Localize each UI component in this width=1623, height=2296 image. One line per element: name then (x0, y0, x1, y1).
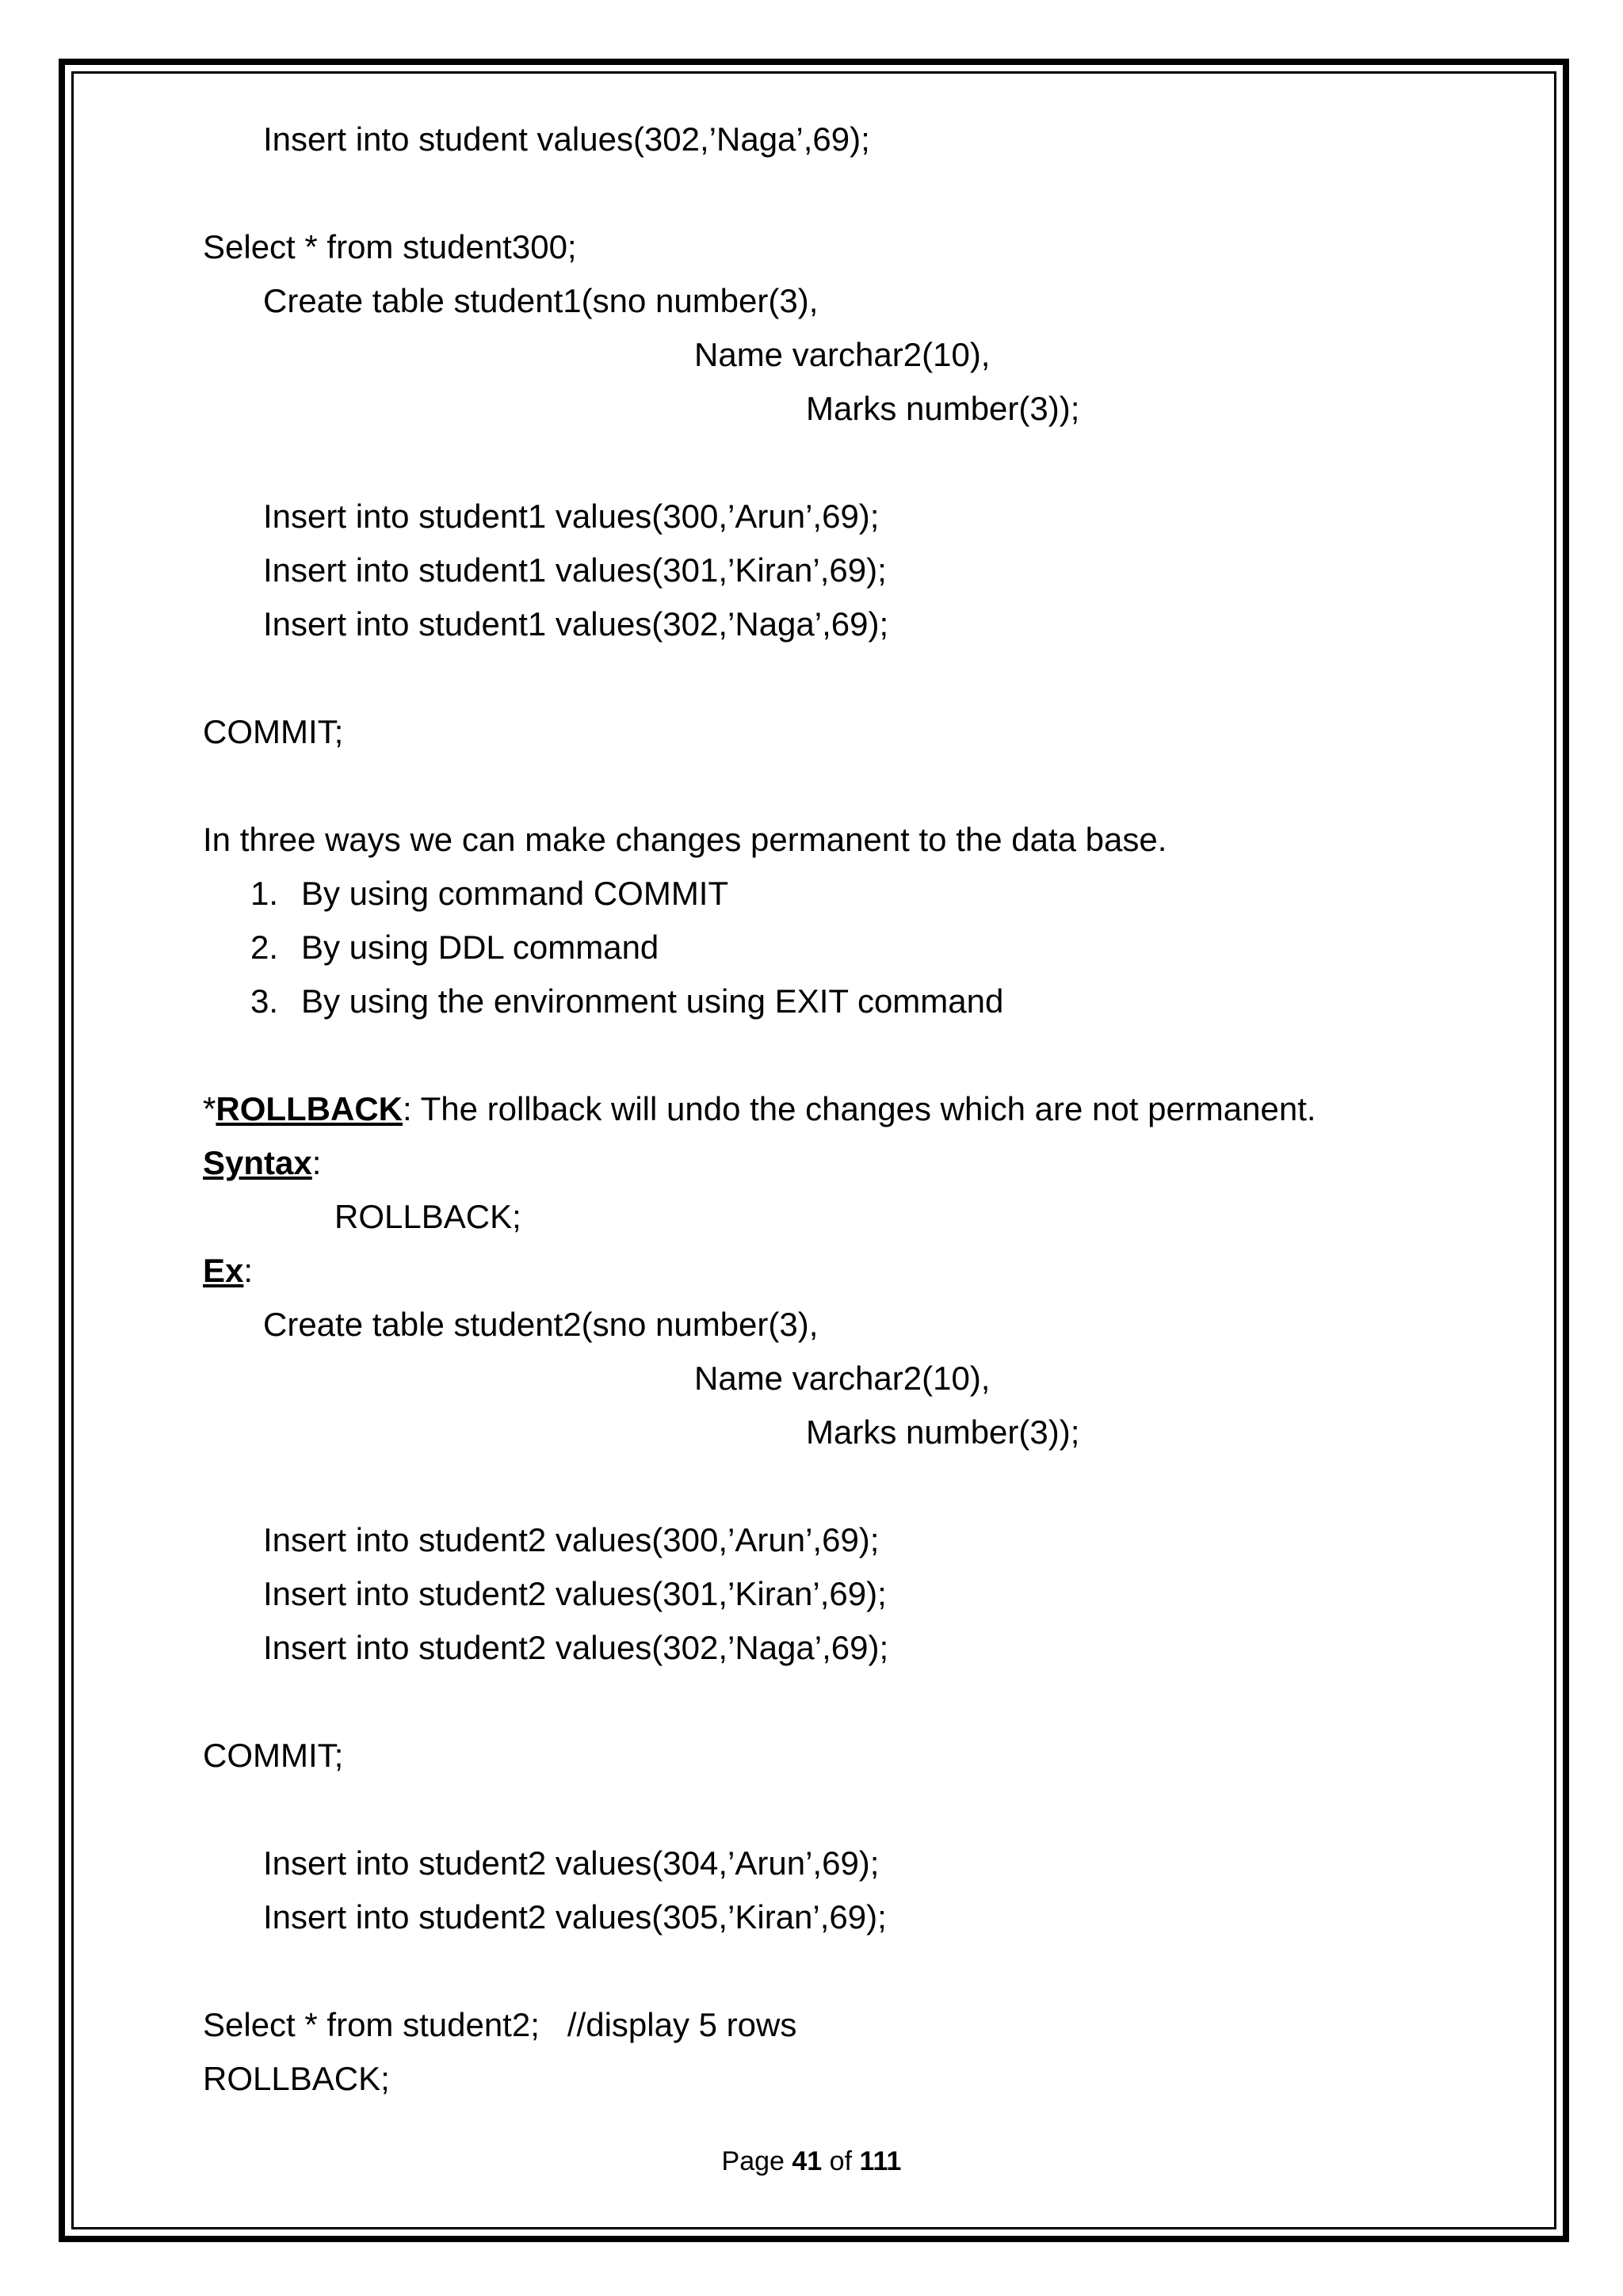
rollback-description: : The rollback will undo the changes which are not permanent. (403, 1090, 1316, 1127)
syntax-term: Syntax (203, 1144, 312, 1181)
list-number: 1. (250, 875, 279, 912)
page-footer: Page 41 of 111 (721, 2146, 902, 2176)
list-item: By using command COMMIT (301, 875, 729, 912)
code-line: Insert into student2 values(301,’Kiran’,69); (263, 1575, 887, 1612)
rollback-definition (203, 1089, 1316, 1130)
code-line: Insert into student2 values(304,’Arun’,69); (263, 1844, 880, 1882)
list-number: 2. (250, 929, 279, 966)
example-heading: Ex: (203, 1252, 254, 1289)
code-line: Create table student2(sno number(3), (263, 1306, 819, 1343)
code-line: Select * from student300; (203, 228, 577, 265)
code-line: Name varchar2(10), (694, 336, 991, 373)
code-line: Insert into student values(302,’Naga’,69); (263, 120, 870, 158)
code-line: Insert into student1 values(300,’Arun’,69); (263, 498, 880, 535)
code-line: ROLLBACK; (334, 1198, 521, 1235)
current-page-number: 41 (792, 2146, 823, 2176)
code-line: Select * from student2; //display 5 rows (203, 2006, 797, 2043)
code-line: Create table student1(sno number(3), (263, 282, 819, 319)
code-line: COMMIT; (203, 713, 344, 750)
code-line: Insert into student1 values(301,’Kiran’,69); (263, 551, 887, 589)
code-line: Insert into student1 values(302,’Naga’,69); (263, 605, 889, 643)
example-term: Ex (203, 1252, 244, 1289)
total-page-count: 111 (859, 2146, 902, 2176)
code-line: Insert into student2 values(300,’Arun’,69); (263, 1521, 880, 1558)
rollback-term: ROLLBACK (216, 1090, 403, 1127)
code-line: Name varchar2(10), (694, 1360, 991, 1397)
list-item: By using the environment using EXIT command (301, 982, 1004, 1020)
code-line: Insert into student2 values(302,’Naga’,69); (263, 1629, 889, 1666)
code-line: ROLLBACK; (203, 2060, 390, 2097)
list-item: By using DDL command (301, 929, 659, 966)
list-number: 3. (250, 982, 279, 1020)
code-line: Insert into student2 values(305,’Kiran’,69); (263, 1898, 887, 1936)
code-line: Marks number(3)); (806, 1413, 1080, 1451)
syntax-heading: Syntax: (203, 1144, 322, 1181)
code-line: Marks number(3)); (806, 390, 1080, 427)
paragraph: In three ways we can make changes permanent to the data base. (203, 821, 1167, 858)
asterisk: * (203, 1090, 216, 1127)
code-line: COMMIT; (203, 1737, 344, 1774)
